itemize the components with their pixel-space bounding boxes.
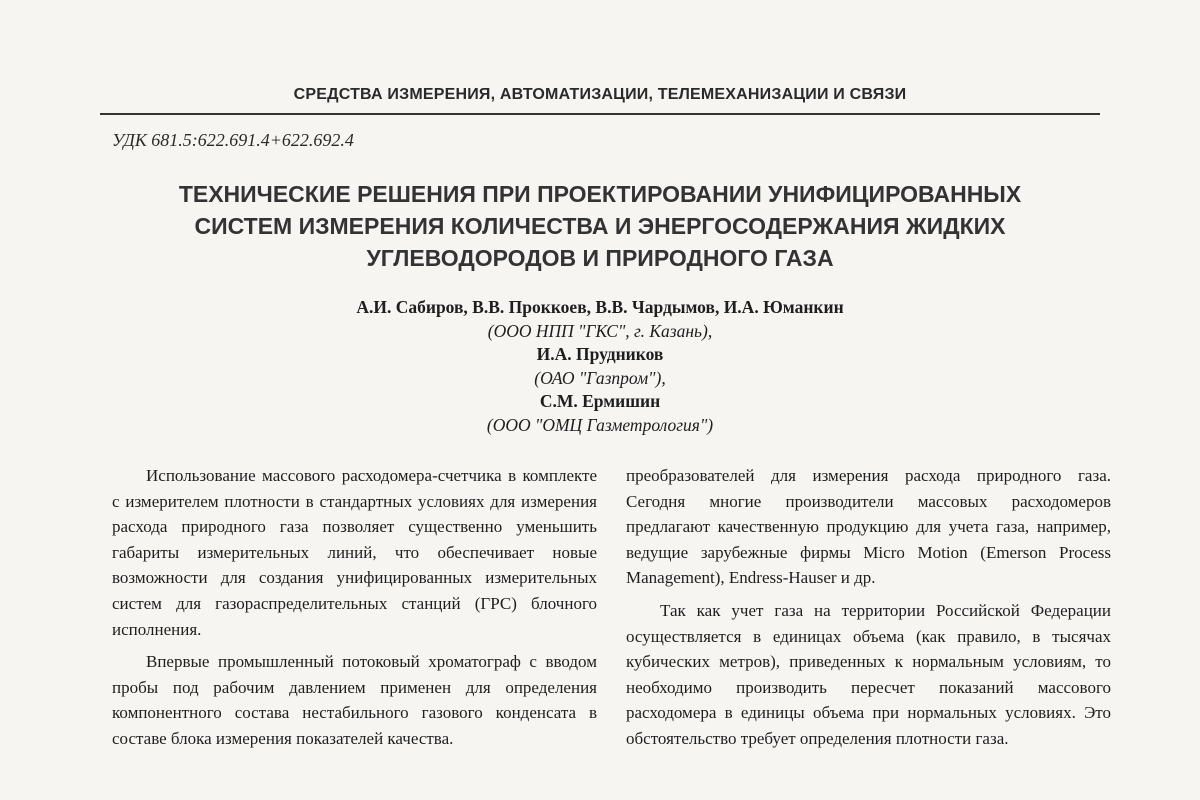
affiliation-2: (ОАО "Газпром"),	[534, 367, 666, 388]
left-paragraph-1: Использование массового расходомера-счетчика в комплекте с измерителем плотности в стандартных условиях для измерения расхода природного газа позволяет существенно уменьшить габариты измерительных линий, что обеспечивает новые возможности для создания унифицированных измерительных систем для газораспределительных станций (ГРС) блочного исполнения.	[112, 466, 597, 639]
affiliation-3: (ООО "ОМЦ Газметрология")	[486, 414, 714, 435]
title-line-1: ТЕХНИЧЕСКИЕ РЕШЕНИЯ ПРИ ПРОЕКТИРОВАНИИ УНИФИЦИРОВАННЫХ	[178, 181, 1022, 207]
right-paragraph-1: преобразователей для измерения расхода природного газа. Сегодня многие производители массовых расходомеров предлагают качественную продукцию для учета газа, например, ведущие зарубежные фирмы Micro Motion (Emerson Process Management), Endress-Hauser и др.	[626, 466, 1111, 588]
section-header: СРЕДСТВА ИЗМЕРЕНИЯ, АВТОМАТИЗАЦИИ, ТЕЛЕМЕХАНИЗАЦИИ И СВЯЗИ	[293, 86, 907, 103]
body-column-left	[112, 463, 597, 759]
authors-group-1: А.И. Сабиров, В.В. Проккоев, В.В. Чардымов, И.А. Юманкин	[356, 297, 844, 317]
authors-group-2: И.А. Прудников	[536, 344, 664, 364]
authors-group-3: С.М. Ермишин	[539, 391, 661, 411]
right-paragraph-2: Так как учет газа на территории Российской Федерации осуществляется в единицах объема (как правило, в тысячах кубических метров), приведенных к нормальным условиям, то необходимо производить пересчет показаний массового расходомера в единицы объема при нормальных условиях. Это обстоятельство требует определения плотности газа.	[626, 600, 1111, 748]
left-paragraph-2: Впервые промышленный потоковый хроматограф с вводом пробы под рабочим давлением применен для определения компонентного состава нестабильного газового конденсата в составе блока измерения показателей качества.	[112, 652, 597, 748]
body-column-right	[626, 463, 1111, 759]
title-line-2: СИСТЕМ ИЗМЕРЕНИЯ КОЛИЧЕСТВА И ЭНЕРГОСОДЕРЖАНИЯ ЖИДКИХ	[194, 213, 1006, 239]
header-rule	[100, 113, 1100, 115]
affiliation-1: (ООО НПП "ГКС", г. Казань),	[487, 320, 713, 341]
article-title	[100, 178, 1100, 274]
udk-code: УДК 681.5:622.691.4+622.692.4	[112, 130, 354, 150]
authors-block	[100, 296, 1100, 437]
title-line-3: УГЛЕВОДОРОДОВ И ПРИРОДНОГО ГАЗА	[366, 245, 834, 271]
